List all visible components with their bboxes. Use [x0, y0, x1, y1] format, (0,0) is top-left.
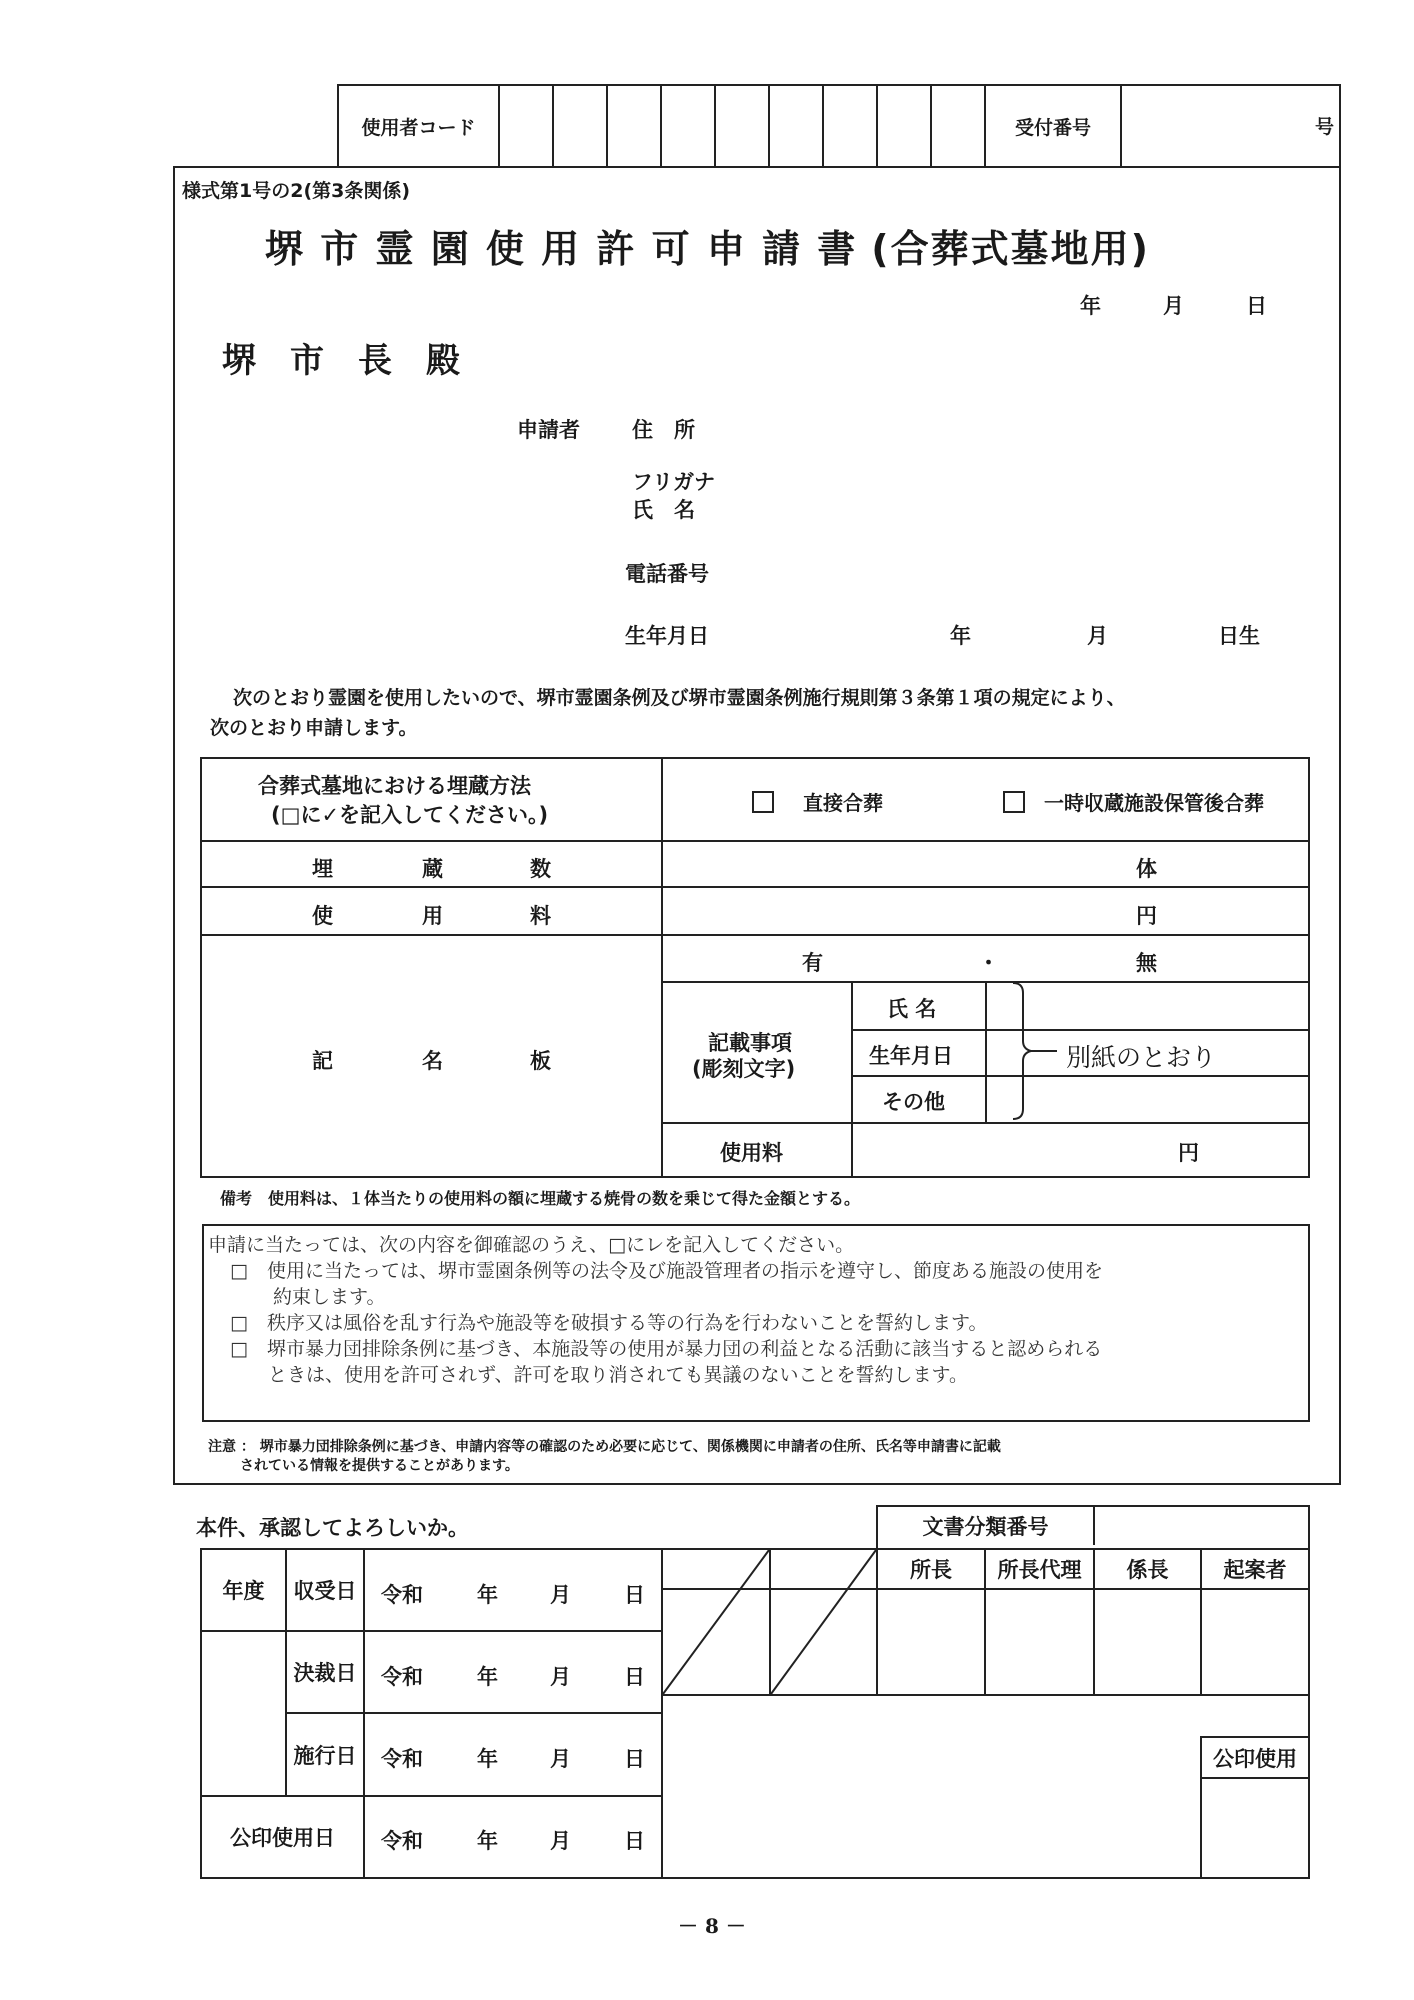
received-month: 月 — [550, 1583, 571, 1607]
received-era: 令和 — [381, 1583, 423, 1607]
plate-dot: ・ — [978, 951, 999, 975]
decision-year: 年 — [477, 1665, 498, 1689]
user-code-label: 使用者コード — [361, 116, 476, 139]
drafter-label: 起案者 — [1223, 1558, 1287, 1582]
received-day: 日 — [624, 1583, 645, 1607]
page-number: － 8 － — [678, 1914, 746, 1938]
plate-label-3: 板 — [530, 1049, 551, 1073]
note-line-1: 注意 ： 堺市暴力団排除条例に基づき、申請内容等の確認のため必要に応じて、関係機関に申請者の住所、氏名等申請書に記載 — [208, 1439, 1001, 1455]
enforcement-date-label: 施行日 — [293, 1743, 357, 1768]
director-label: 所長 — [910, 1558, 952, 1582]
seal-era: 令和 — [381, 1829, 423, 1853]
seal-month: 月 — [550, 1829, 571, 1853]
addressee: 堺 市 長 殿 — [222, 341, 460, 381]
applicant-label: 申請者 — [517, 418, 580, 442]
bracket-brace — [1005, 981, 1065, 1122]
section-chief-label: 係長 — [1126, 1558, 1169, 1582]
approval-question: 本件、承認してよろしいか。 — [196, 1516, 469, 1540]
enforcement-day: 日 — [624, 1747, 645, 1771]
decision-day: 日 — [624, 1665, 645, 1689]
confirm-item-3a: 堺市暴力団排除条例に基づき、本施設等の使用が暴力団の利益となる活動に該当すると認められる — [266, 1338, 1103, 1360]
confirm-checkbox-3[interactable]: □ — [230, 1338, 248, 1360]
reception-number-label: 受付番号 — [1014, 116, 1091, 139]
decision-date-label: 決裁日 — [293, 1661, 357, 1685]
confirm-item-3b: ときは、使用を許可されず、許可を取り消されても異議のないことを誓約します。 — [268, 1364, 968, 1386]
seal-year: 年 — [477, 1829, 498, 1853]
form-number: 様式第1号の2(第3条関係) — [182, 180, 411, 202]
separate-sheet-note: 別紙のとおり — [1066, 1043, 1217, 1072]
plate-fee-unit: 円 — [1178, 1141, 1199, 1165]
enforcement-year: 年 — [477, 1747, 498, 1771]
entries-label-2: (彫刻文字) — [692, 1057, 796, 1081]
count-label-3: 数 — [530, 857, 551, 881]
fiscal-year-label: 年度 — [222, 1579, 265, 1603]
phone-label: 電話番号 — [625, 562, 709, 586]
confirm-item-1a: 使用に当たっては、堺市霊園条例等の法令及び施設管理者の指示を遵守し、節度ある施設の使用を — [266, 1260, 1103, 1282]
birth-day: 日生 — [1218, 624, 1260, 648]
plate-no[interactable]: 無 — [1136, 951, 1157, 975]
direct-burial-checkbox[interactable] — [752, 791, 774, 813]
fee-label-2: 用 — [422, 904, 443, 928]
confirm-item-2: 秩序又は風俗を乱す行為や施設等を破損する等の行為を行わないことを誓約します。 — [266, 1312, 988, 1334]
confirm-checkbox-1[interactable]: □ — [230, 1260, 248, 1282]
entry-other: その他 — [882, 1090, 945, 1114]
remark: 備考 使用料は、１体当たりの使用料の額に埋蔵する焼骨の数を乗じて得た金額とする。 — [220, 1189, 861, 1208]
furigana-label: フリガナ — [632, 470, 715, 494]
birth-year: 年 — [950, 624, 971, 648]
plate-yes[interactable]: 有 — [802, 951, 823, 975]
address-label: 住 所 — [632, 418, 695, 442]
birthdate-label: 生年月日 — [625, 624, 709, 648]
count-label-2: 蔵 — [422, 857, 443, 881]
decision-era: 令和 — [381, 1665, 423, 1689]
birth-month: 月 — [1087, 624, 1108, 648]
decision-month: 月 — [550, 1665, 571, 1689]
entries-label-1: 記載事項 — [708, 1031, 792, 1055]
fee-label-1: 使 — [312, 904, 333, 928]
temporary-storage-option[interactable]: 一時収蔵施設保管後合葬 — [1003, 787, 1264, 816]
seal-day: 日 — [624, 1829, 645, 1853]
count-unit: 体 — [1136, 857, 1157, 881]
received-date-label: 収受日 — [293, 1579, 357, 1603]
date-day: 日 — [1246, 294, 1267, 318]
confirm-checkbox-2[interactable]: □ — [230, 1312, 248, 1334]
intro-line-1: 次のとおり霊園を使用したいので、堺市霊園条例及び堺市霊園条例施行規則第３条第１項の規定により、 — [233, 687, 1126, 709]
confirmation-text — [208, 1232, 1103, 1388]
name-label: 氏 名 — [632, 498, 695, 522]
fee-unit: 円 — [1136, 904, 1157, 928]
unused-slashes — [661, 1548, 878, 1696]
entry-birth: 生年月日 — [869, 1044, 953, 1068]
confirm-item-1b: 約束します。 — [273, 1286, 386, 1308]
plate-label-1: 記 — [312, 1049, 333, 1073]
temporary-storage-checkbox[interactable] — [1003, 791, 1025, 813]
deputy-director-label: 所長代理 — [997, 1558, 1082, 1582]
enforcement-month: 月 — [550, 1747, 571, 1771]
reception-suffix: 号 — [1315, 116, 1335, 138]
direct-burial-option[interactable]: 直接合葬 — [752, 787, 883, 816]
plate-fee-label: 使用料 — [720, 1141, 783, 1165]
count-label-1: 埋 — [312, 857, 333, 881]
intro-line-2: 次のとおり申請します。 — [210, 717, 418, 739]
method-label-2: (□に✓を記入してください。) — [271, 803, 549, 827]
seal-date-label: 公印使用日 — [230, 1826, 335, 1850]
date-year: 年 — [1080, 294, 1101, 318]
entry-name: 氏 名 — [887, 997, 937, 1021]
date-month: 月 — [1163, 294, 1184, 318]
received-year: 年 — [477, 1583, 498, 1607]
doc-class-label: 文書分類番号 — [922, 1515, 1049, 1539]
method-label-1: 合葬式墓地における埋蔵方法 — [258, 774, 531, 798]
seal-use-label: 公印使用 — [1213, 1746, 1297, 1771]
confirmation-intro: 申請に当たっては、次の内容を御確認のうえ、□にレを記入してください。 — [208, 1234, 855, 1256]
form-title: 堺 市 霊 園 使 用 許 可 申 請 書 (合葬式墓地用) — [265, 227, 1151, 271]
enforcement-era: 令和 — [381, 1747, 423, 1771]
note-line-2: されている情報を提供することがあります。 — [240, 1458, 519, 1474]
plate-label-2: 名 — [422, 1049, 443, 1073]
fee-label-3: 料 — [530, 904, 551, 928]
